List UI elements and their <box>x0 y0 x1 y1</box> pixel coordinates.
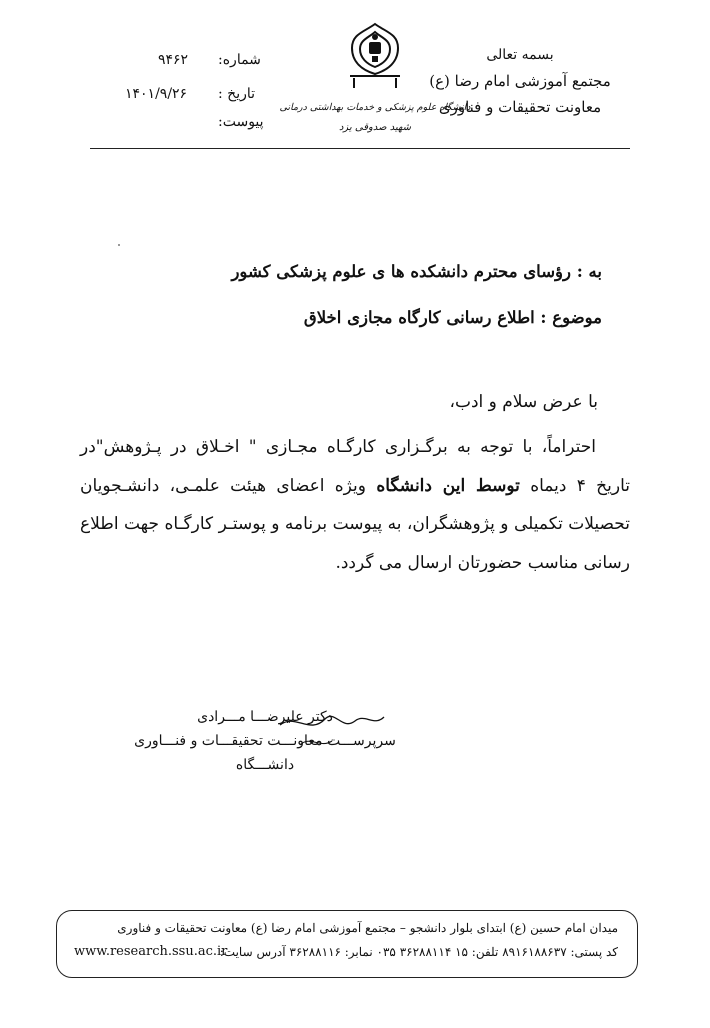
org-department: معاونت تحقیقات و فناوری <box>438 98 602 116</box>
body-text-bold: توسط این دانشگاه <box>376 475 520 496</box>
footer-address: میدان امام حسین (ع) ابتدای بلوار دانشجو – مجتمع آموزشی امام رضا (ع) معاونت تحقیقات و فناوری <box>117 921 618 935</box>
logo-text-university: دانشگاه علوم پزشکی و خدمات بهداشتی درمانی <box>279 102 471 113</box>
logo-text-city: شهید صدوقی یزد <box>338 122 412 133</box>
scan-speck <box>118 244 120 246</box>
header-divider <box>90 148 630 149</box>
bismillah-text: بسمه تعالی <box>486 47 554 63</box>
handwritten-signature <box>270 705 390 755</box>
footer-website-link[interactable]: www.research.ssu.ac.ir <box>74 944 228 959</box>
letter-date-value: ۱۴۰۱/۹/۲۶ <box>125 86 188 102</box>
body-text-part1: احتراماً، با توجه به برگـزاری کارگـاه مجـازی " اخـلاق در پـژوهش"در تاریخ ۴ دیماه <box>80 437 631 496</box>
org-name: مجتمع آموزشی امام رضا (ع) <box>429 72 611 90</box>
attachment-label: پیوست: <box>218 114 264 130</box>
university-logo <box>279 18 471 148</box>
signatory-title: سرپرســـت معاونـــت تحقیقـــات و فنـــاوری <box>134 733 396 749</box>
signatory-name: دکتر علیرضـــا مـــرادی <box>197 709 333 725</box>
letter-body <box>80 428 630 582</box>
letter-number-value: ۹۴۶۲ <box>158 52 189 68</box>
signatory-unit: دانشـــگاه <box>235 757 295 773</box>
greeting-text: با عرض سلام و ادب، <box>449 392 598 412</box>
letter-date-label: تاریخ : <box>218 86 256 102</box>
addressee-line: به : رؤسای محترم دانشکده ها ی علوم پزشکی کشور <box>231 262 602 281</box>
letter-number-label: شماره: <box>218 52 261 68</box>
subject-line: موضوع : اطلاع رسانی کارگاه مجازی اخلاق <box>303 308 602 327</box>
footer-contact: کد پستی: ۸۹۱۶۱۸۸۶۳۷ تلفن: ۱۵ ۳۶۲۸۸۱۱۴ ۰۳۵ نمابر: ۳۶۲۸۸۱۱۶ آدرس سایت: <box>219 945 618 959</box>
body-text-part2: ویژه اعضای هیئت علمـی، دانشـجویان تحصیلات تکمیلی و پژوهشگران، به پیوست برنامه و پوستـر کارگـاه جهت اطلاع رسانی مناسب حضورتان ارسال می گردد. <box>80 475 630 573</box>
